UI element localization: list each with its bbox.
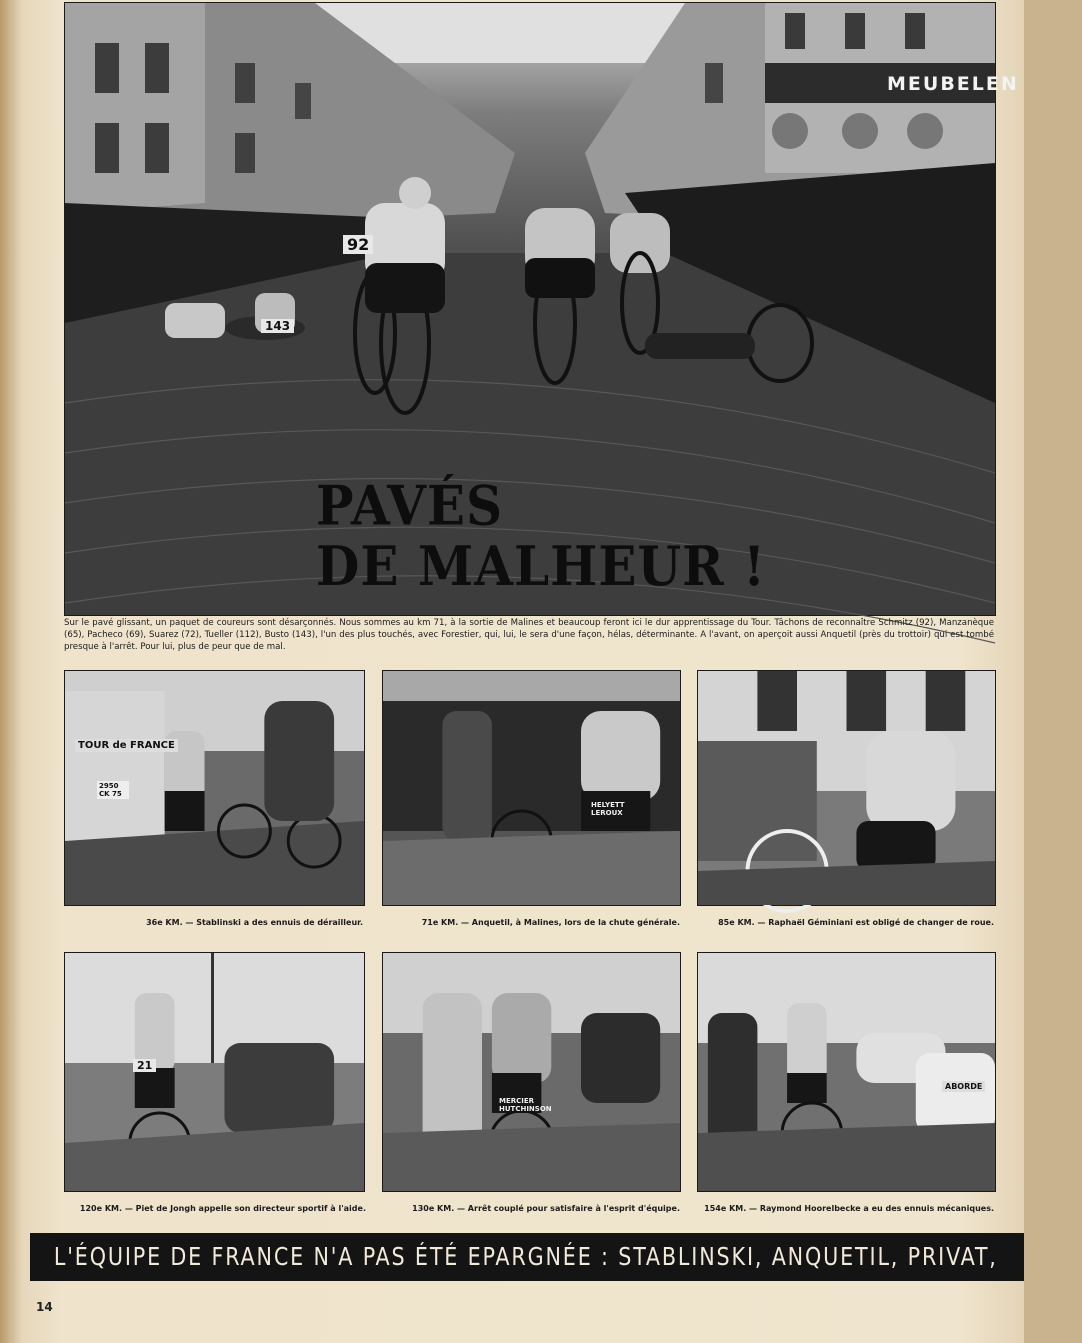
photo-154km-illustration [698,953,995,1191]
photo-154km [697,952,996,1192]
headline-line-1: PAVÉS [316,473,504,538]
photo-120km [64,952,365,1192]
main-photo-caption: Sur le pavé glissant, un paquet de coureurs sont désarçonnés. Nous sommes au km 71, à la sortie de Malines et beaucoup feront ici le dur apprentissage du Tour. Tâchons de reconnaître Schmitz (92), Manzanèque (65), Pacheco (69), Suarez (72), Tueller (112), Busto (143), l'un des plus touchés, avec Forestier, qui, lui, le sera d'une façon, hélas, déterminante. A l'avant, on aperçoit aussi Anquetil (près du trottoir) qui est tombé presque à l'arrêt. Pour lui, plus de peur que de mal. [64,618,994,652]
bottom-banner [30,1233,1024,1281]
car-license-plate: 2950 CK 75 [97,781,129,799]
caption-154km: 154e KM. — Raymond Hoorelbecke a eu des ennuis mécaniques. [704,1204,994,1213]
car-sign-tour-de-france: TOUR de FRANCE [75,739,178,752]
photo-71km-illustration [383,671,680,905]
bib-number-21: 21 [133,1059,156,1072]
bib-number-143: 143 [261,319,294,333]
headline-line-2: DE MALHEUR ! [316,534,767,599]
jersey-sponsor-mercier: MERCIER HUTCHINSON [499,1097,552,1113]
photo-130km-illustration [383,953,680,1191]
photo-130km [382,952,681,1192]
jersey-sponsor-helyett: HELYETT LEROUX [591,801,625,817]
car-sign-aborde: ABORDE [942,1081,985,1092]
photo-120km-illustration [65,953,364,1191]
shop-sign-meubelen: MEUBELEN [887,73,1019,95]
bib-number-92: 92 [343,235,373,254]
photo-85km-illustration [698,671,995,905]
caption-71km: 71e KM. — Anquetil, à Malines, lors de la chute générale. [421,918,680,927]
photo-85km [697,670,996,906]
photo-36km [64,670,365,906]
photo-71km [382,670,681,906]
page-number: 14 [36,1300,53,1314]
caption-130km: 130e KM. — Arrêt couplé pour satisfaire à l'esprit d'équipe. [412,1204,680,1213]
caption-85km: 85e KM. — Raphaël Géminiani est obligé de changer de roue. [718,918,994,927]
caption-120km: 120e KM. — Piet de Jongh appelle son directeur sportif à l'aide. [79,1204,366,1213]
caption-36km: 36e KM. — Stablinski a des ennuis de dérailleur. [146,918,363,927]
headline [316,473,767,599]
bottom-banner-text: L'ÉQUIPE DE FRANCE N'A PAS ÉTÉ EPARGNÉE : STABLINSKI, ANQUETIL, PRIVAT, [53,1242,998,1271]
